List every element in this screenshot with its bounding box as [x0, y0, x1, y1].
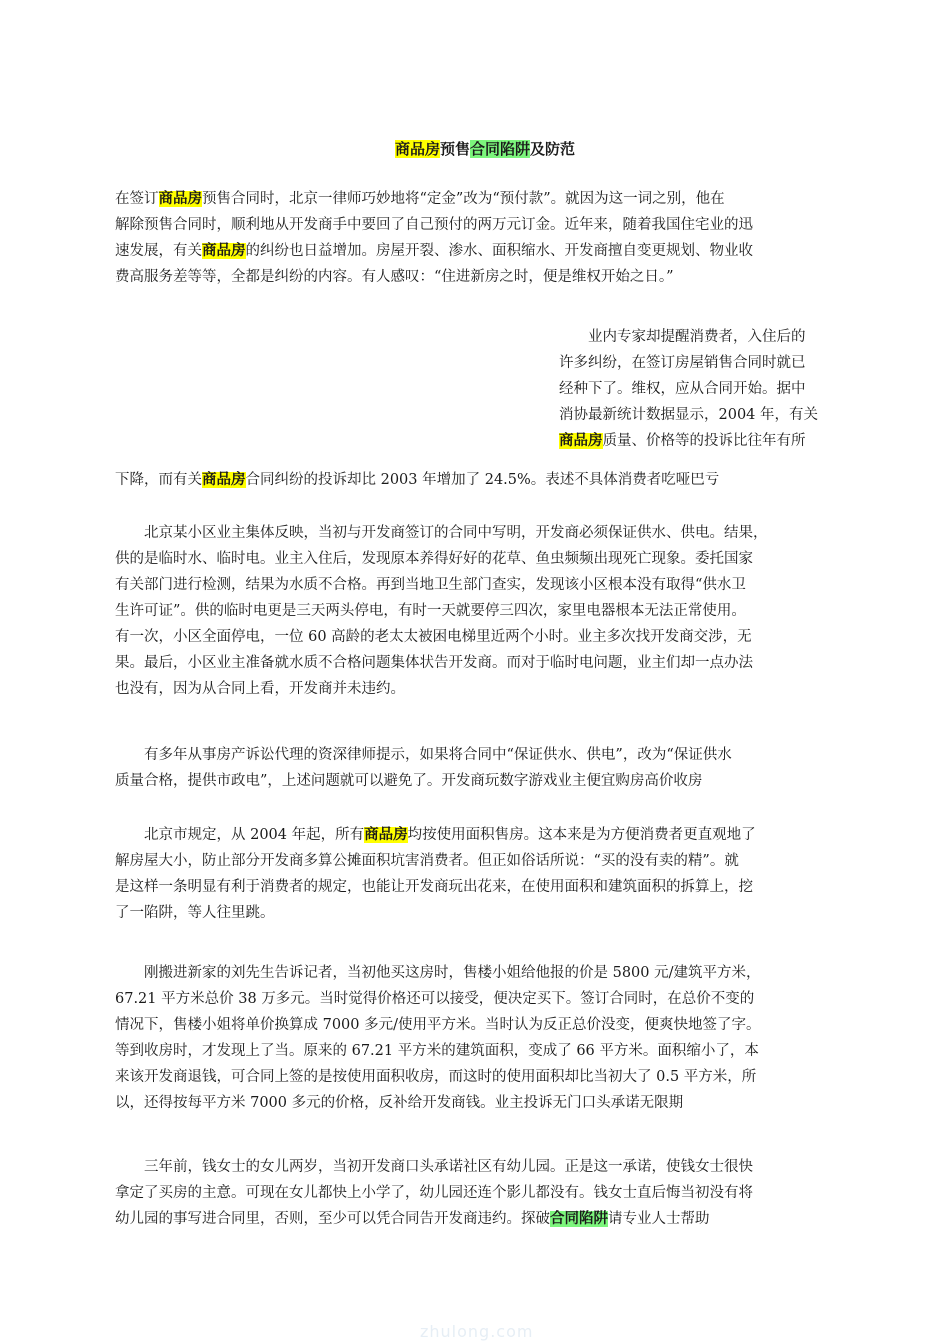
text: 请专业人士帮助	[608, 1211, 710, 1227]
text-line: 费高服务差等等，全都是纠纷的内容。有人感叹：“住进新房之时，便是维权开始之日。”	[115, 269, 674, 285]
highlight-keyword: 合同陷阱	[470, 140, 531, 158]
text-line: 刚搬进新家的刘先生告诉记者，当初他买这房时，售楼小姐给他报的价是 5800 元/建筑平方米，	[144, 965, 761, 981]
text: 质量、价格等的投诉比往年有所	[602, 433, 806, 449]
text-line: 解除预售合同时，顺利地从开发商手中要回了自己预付的两万元订金。近年来，随着我国住宅业的迅	[115, 217, 753, 233]
text-line: 情况下，售楼小姐将单价换算成 7000 多元/使用平方米。当时认为反正总价没变，便爽快地签了字。	[115, 1017, 761, 1033]
text: 的纠纷也日益增加。房屋开裂、渗水、面积缩水、开发商擅自变更规划、物业收	[245, 243, 753, 259]
highlight-keyword: 合同陷阱	[550, 1211, 608, 1227]
paragraph-lawyer-tip	[115, 742, 855, 794]
text: 北京市规定，从 2004 年起，所有	[144, 827, 365, 843]
paragraph-qian-case	[115, 1154, 855, 1232]
text-line: 果。最后，小区业主准备就水质不合格问题集体状告开发商。而对于临时电问题，业主们却一点办法	[115, 655, 753, 671]
text-line	[115, 467, 855, 493]
text-line	[115, 822, 855, 848]
highlight-keyword: 商品房	[158, 191, 202, 207]
highlight-keyword: 商品房	[364, 827, 408, 843]
text-line: 三年前，钱女士的女儿两岁，当初开发商口头承诺社区有幼儿园。正是这一承诺，使钱女士很快	[144, 1159, 753, 1175]
text: 在签订	[115, 191, 159, 207]
paragraph-intro	[115, 186, 855, 290]
text-line: 业内专家却提醒消费者，入住后的	[588, 329, 806, 345]
text-line: 有多年从事房产诉讼代理的资深律师提示，如果将合同中“保证供水、供电”，改为“保证供水	[144, 747, 732, 763]
text-line	[115, 238, 855, 264]
text-line: 有关部门进行检测，结果为水质不合格。再到当地卫生部门查实，发现该小区根本没有取得“供水卫	[115, 577, 746, 593]
text-line: 解房屋大小，防止部分开发商多算公摊面积坑害消费者。但正如俗话所说：“买的没有卖的精”。就	[115, 853, 739, 869]
text: 预售合同时，北京一律师巧妙地将“定金”改为“预付款”。就因为这一词之别，他在	[202, 191, 725, 207]
text-line: 等到收房时，才发现上了当。原来的 67.21 平方米的建筑面积，变成了 66 平方米。面积缩小了，本	[115, 1043, 759, 1059]
text-line: 是这样一条明显有利于消费者的规定，也能让开发商玩出花来，在使用面积和建筑面积的拆算上，挖	[115, 879, 753, 895]
text-line: 了一陷阱，等人往里跳。	[115, 905, 275, 921]
text: 合同纠纷的投诉却比 2003 年增加了 24.5%。表述不具体消费者吃哑巴亏	[245, 472, 720, 488]
text: 下降，而有关	[115, 472, 202, 488]
title-text: 及防范	[530, 140, 576, 158]
title-text: 预售	[439, 140, 470, 158]
highlight-keyword: 商品房	[202, 243, 246, 259]
text: 速发展，有关	[115, 243, 202, 259]
text-line: 有一次，小区全面停电，一位 60 高龄的老太太被困电梯里近两个小时。业主多次找开发商交涉，无	[115, 629, 752, 645]
text-line: 北京某小区业主集体反映，当初与开发商签订的合同中写明，开发商必须保证供水、供电。结果，	[144, 525, 768, 541]
watermark: zhulong.com	[420, 1322, 534, 1341]
text-line: 来该开发商退钱，可合同上签的是按使用面积收房，而这时的使用面积却比当初大了 0.5 平方米，所	[115, 1069, 757, 1085]
document-title	[115, 137, 855, 161]
text-line: 生许可证”。供的临时电更是三天两头停电，有时一天就要停三四次，家里电器根本无法正常使用。	[115, 603, 746, 619]
text: 幼儿园的事写进合同里，否则，至少可以凭合同告开发商违约。探破	[115, 1211, 550, 1227]
text-line: 消协最新统计数据显示，2004 年，有关	[559, 407, 819, 423]
text-line: 以，还得按每平方米 7000 多元的价格，反补给开发商钱。业主投诉无门口头承诺无限期	[115, 1095, 684, 1111]
highlight-keyword: 商品房	[394, 140, 440, 158]
paragraph-expert-wrap	[559, 324, 859, 454]
paragraph-expert-end	[115, 467, 855, 493]
highlight-keyword: 商品房	[559, 433, 603, 449]
paragraph-liu-case	[115, 960, 855, 1116]
text-line	[115, 186, 855, 212]
text-line: 质量合格，提供市政电”，上述问题就可以避免了。开发商玩数字游戏业主便宜购房高价收房	[115, 773, 703, 789]
text-line: 经种下了。维权，应从合同开始。据中	[559, 381, 806, 397]
text: 均按使用面积售房。这本来是为方便消费者更直观地了	[407, 827, 756, 843]
text-line: 供的是临时水、临时电。业主入住后，发现原本养得好好的花草、鱼虫频频出现死亡现象。委托国家	[115, 551, 753, 567]
text-line: 67.21 平方米总价 38 万多元。当时觉得价格还可以接受，便决定买下。签订合同时，在总价不变的	[115, 991, 755, 1007]
paragraph-area-rule	[115, 822, 855, 926]
text-line: 也没有，因为从合同上看，开发商并未违约。	[115, 681, 405, 697]
text-line: 许多纠纷，在签订房屋销售合同时就已	[559, 355, 806, 371]
highlight-keyword: 商品房	[202, 472, 246, 488]
paragraph-water-power	[115, 520, 855, 702]
text-line	[115, 1206, 855, 1232]
text-line	[559, 428, 859, 454]
text-line: 拿定了买房的主意。可现在女儿都快上小学了，幼儿园还连个影儿都没有。钱女士直后悔当初没有将	[115, 1185, 753, 1201]
